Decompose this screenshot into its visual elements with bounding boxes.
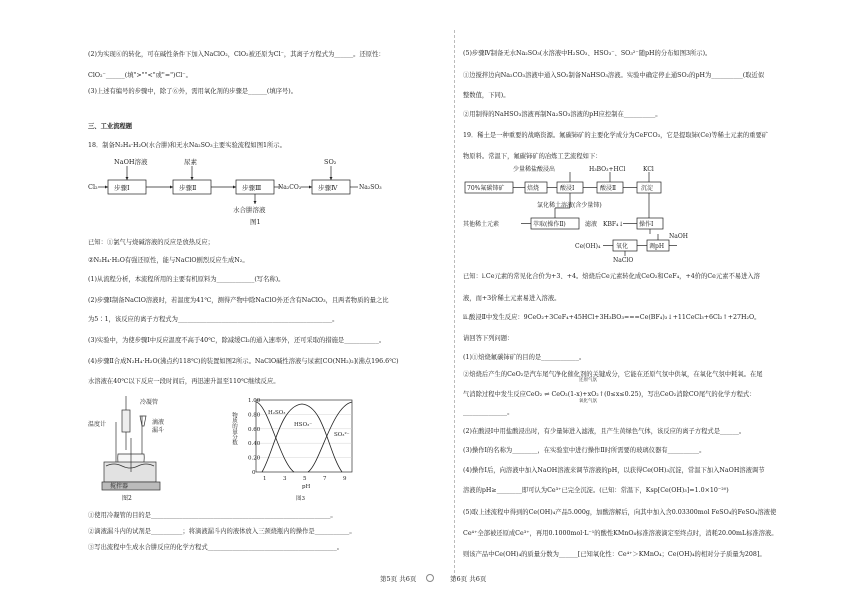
answer-prompt: 请回答下列问题：	[463, 335, 514, 342]
fig3-ylabel: 物质的量分数	[231, 412, 237, 445]
fig1-step4: 步骤Ⅳ	[318, 184, 338, 192]
fig2-funnel: 滴液	[152, 419, 165, 426]
known-1: 已知：①氯气与烧碱溶液的反应是放热反应；	[88, 239, 214, 246]
svg-text:7: 7	[323, 476, 327, 482]
flow-kbf4: KBF₄↓	[603, 221, 624, 228]
fig1-so2: SO₂	[324, 158, 337, 166]
part-4: (4)步骤Ⅱ合成N₂H₄·H₂O(沸点约118℃)的装置如图2所示。NaClO碱性溶液与尿素[CO(NH₂)₂](沸点196.6℃)	[88, 358, 399, 365]
svg-text:1: 1	[263, 476, 267, 482]
part-4-cont: 水溶液在40℃以下反应一段时间后，再迅速升温至110℃继续反应。	[88, 378, 280, 385]
reducing-atmosphere: 还原气氛	[579, 378, 597, 383]
step-5a: ①边搅拌边向Na₂CO₃溶液中通入SO₂制备NaHSO₃溶液。实验中确定停止通SO₂的pH为__________(取近似	[463, 72, 765, 79]
r-q5-cont: Ce⁴⁺全部被还原成Ce³⁺，再用0.1000mol·L⁻¹的酸性KMnO₄标准溶液滴定至终点时，消耗20.00mL标准溶液。	[463, 530, 778, 537]
fig1-step1: 步骤Ⅰ	[114, 184, 130, 192]
svg-text:0.80: 0.80	[248, 412, 261, 419]
column-divider	[454, 30, 455, 578]
flow-roast: 焙烧	[527, 185, 540, 192]
known-2: ②N₂H₄·H₂O有强还原性，能与NaClO剧烈反应生成N₂。	[88, 257, 249, 264]
question-19: 19．稀土是一种重要的战略资源。氟碳铈矿的主要化学成分为CeFCO₃，它是提取铈(Ce)等稀土元素的重要矿	[463, 132, 769, 139]
flow-naclo: NaClO	[613, 257, 634, 264]
fig1-naoh: NaOH溶液	[114, 158, 148, 166]
r-q1b: ②焙烧后产生的CeO₂是汽车尾气净化催化剂的关键成分，它能在还原气氛中供氧，在氧化气氛中耗氧。在尾	[463, 371, 763, 378]
fig1-na2so3: Na₂SO₃	[359, 184, 382, 191]
fig3-xlabel: pH	[302, 484, 311, 490]
flow-ph: 调pH	[649, 243, 665, 250]
fig2-condenser: 冷凝管	[140, 399, 159, 406]
answer-1: ①使用冷凝管的目的是_________________________________________________________。	[88, 512, 337, 519]
flow-op1: 操作Ⅰ	[639, 221, 654, 228]
svg-text:0.40: 0.40	[248, 441, 261, 448]
r-q4-cont: 溶液的pH≥________即可认为Ce³⁺已完全沉淀。(已知：常温下，Ksp[Ce(OH)₃]=1.0×10⁻²⁰)	[463, 487, 729, 494]
svg-text:3: 3	[283, 476, 287, 482]
fig1-hydrazine: 水合肼溶液	[233, 206, 266, 214]
r-q5-cont-2: 则该产品中Ce(OH)₄的质量分数为______[已知氧化性：Ce⁴⁺＞KMnO₄；Ce(OH)₄的相对分子质量为208]。	[463, 551, 766, 558]
part-2-cont: 为5∶1，该反应的离子方程式为_________________________________________________。	[88, 316, 339, 323]
step-5a-cont: 整数值，下同)。	[463, 92, 510, 99]
step-5b: ②用制得的NaHSO₃溶液再制Na₂SO₃溶液的pH应控制在__________。	[463, 111, 662, 118]
oxidizing-atmosphere: 氧化气氛	[579, 399, 597, 404]
r-q4: (4)操作Ⅰ后，向溶液中加入NaOH溶液来调节溶液的pH，以获得Ce(OH)₃沉淀，常温下加入NaOH溶液调节	[463, 467, 765, 474]
svg-text:1.00: 1.00	[248, 398, 261, 404]
r-q1b-cont: 气消除过程中发生反应CeO₂ ⇌ CeO₂(1-x)+xO₂↑(0≤x≤0.25)，写出CeO₂消除CO尾气的化学方程式：	[463, 391, 756, 398]
r-q2: (2)在酸浸Ⅰ中用盐酸浸出时，有少量铈进入滤液，且产生黄绿色气体，该反应的离子方程式是______。	[463, 428, 746, 435]
fig1-na2co3: Na₂CO₃	[278, 184, 302, 191]
fig3-caption: 图3	[296, 496, 305, 502]
fig1-step2: 步骤Ⅱ	[179, 184, 197, 192]
fig1-step3: 步骤Ⅲ	[242, 184, 262, 192]
flow-filtrate: 滤液	[585, 221, 598, 228]
footer-right-page: 第6页 共6页	[450, 575, 487, 583]
svg-text:9: 9	[343, 476, 347, 482]
figure-1-flowchart	[88, 154, 388, 230]
fig2-stirrer: 搅拌器	[110, 483, 129, 490]
known-i-cont: 液，而+3价稀土元素易进入溶液。	[463, 295, 561, 302]
answer-2: ②滴液漏斗内的试剂是__________；将滴液漏斗内的液体放入三颈烧瓶内的操作是___________。	[88, 528, 356, 535]
fig1-cl2: Cl₂	[88, 183, 98, 191]
r-q5: (5)取上述流程中得到的Ce(OH)₄产品5.000g，加酸溶解后，向其中加入含0.03300mol FeSO₄的FeSO₄溶液使	[463, 509, 777, 516]
flow-ore: 70%氟碳铈矿	[467, 185, 505, 192]
flow-h3bo3: H₃BO₃+HCl	[589, 166, 626, 173]
flow-naoh: NaOH	[669, 233, 688, 240]
part-1: (1)从流程分析，本流程所用的主要有机原料为____________(写名称)。	[88, 276, 285, 283]
fig2-funnel-2: 漏斗	[152, 427, 165, 434]
svg-text:0: 0	[252, 470, 256, 476]
flow-leach2: 酸浸Ⅱ	[600, 185, 617, 192]
flow-cesol: 氯化稀土溶液(含少量铈)	[537, 202, 602, 209]
question-18: 18．制备N₂H₄·H₂O(水合肼)和无水Na₂SO₃主要实验流程如图1所示。	[88, 142, 286, 149]
flow-acid: 少量稀盐酸浸出	[513, 166, 556, 173]
r-q1b-blank: ______________。	[463, 409, 514, 416]
flow-leach1: 酸浸Ⅰ	[560, 185, 575, 192]
flow-precip: 沉淀	[641, 185, 654, 192]
fig1-caption: 图1	[250, 218, 261, 226]
fig3-series-so3: SO₃²⁻	[334, 432, 350, 438]
flow-oxid: 氧化	[616, 243, 629, 250]
question-19-cont: 物原料。常温下，氟碳铈矿的冶炼工艺流程如下：	[463, 153, 602, 160]
known-ii: ⅱ.酸浸Ⅱ中发生反应：9CeO₂+3CeF₄+45HCl+3H₃BO₃===Ce(BF₄)₃↓+11CeCl₃+6Cl₂↑+27H₂O。	[463, 314, 761, 321]
fig2-thermometer: 温度计	[88, 421, 107, 428]
svg-text:0.20: 0.20	[248, 455, 261, 462]
svg-text:5: 5	[303, 476, 307, 482]
r-q3: (3)操作Ⅰ的名称为________，在实验室中进行操作Ⅱ时所需要的玻璃仪器有__________。	[463, 447, 706, 454]
ce-process-flowchart	[463, 164, 713, 266]
question-3: (3)上述有编号的步骤中，除了⑥外，需用氧化剂的步骤是______(填序号)。	[88, 88, 298, 95]
footer-left-page: 第5页 共6页	[380, 575, 417, 583]
binding-ring-icon	[426, 574, 434, 582]
known-i: 已知：ⅰ.Ce元素的常见化合价为+3、+4。焙烧后Ce元素转化成CeO₂和CeF₄，+4价的Ce元素不易进入溶	[463, 273, 760, 280]
section-title: 三、工业流程题	[88, 123, 133, 130]
flow-extract: 萃取(操作Ⅱ)	[533, 221, 566, 228]
svg-text:0.60: 0.60	[248, 426, 261, 433]
figure-2-apparatus	[88, 392, 198, 504]
part-2: (2)步骤Ⅰ制备NaClO溶液时，若温度为41℃，测得产物中除NaClO外还含有NaClO₃，且两者物质的量之比	[88, 297, 389, 304]
r-q1: (1)①焙烧氟碳铈矿的目的是____________。	[463, 354, 586, 361]
flow-kcl: KCl	[643, 166, 654, 173]
fig3-series-hso3: HSO₃⁻	[294, 422, 313, 428]
flow-ceoh4: Ce(OH)₄	[575, 243, 601, 250]
figure-3-chart	[228, 392, 378, 504]
flow-other: 其他稀土元素	[463, 221, 500, 228]
step-5: (5)步骤Ⅳ制备无水Na₂SO₃(水溶液中H₂SO₃、HSO₃⁻、SO₃²⁻随pH的分布如图3所示)。	[463, 50, 712, 57]
part-3: (3)实验中，为使步骤Ⅰ中反应温度不高于40℃，除减缓Cl₂的通入速率外，还可采取的措施是___________。	[88, 337, 386, 344]
fig2-caption: 图2	[122, 495, 132, 502]
answer-3: ③写出流程中生成水合肼反应的化学方程式_________________________________________。	[88, 544, 344, 551]
fig1-urea: 尿素	[184, 158, 197, 166]
question-2: (2)为实现⑥的转化，可在碱性条件下加入NaClO₂，ClO₂被还原为Cl⁻，其离子方程式为______。还原性：	[88, 51, 385, 58]
question-2-cont: ClO₂⁻______(填">""<"或"=")Cl⁻。	[88, 72, 192, 79]
fig3-series-h2so3: H₂SO₃	[268, 410, 286, 416]
